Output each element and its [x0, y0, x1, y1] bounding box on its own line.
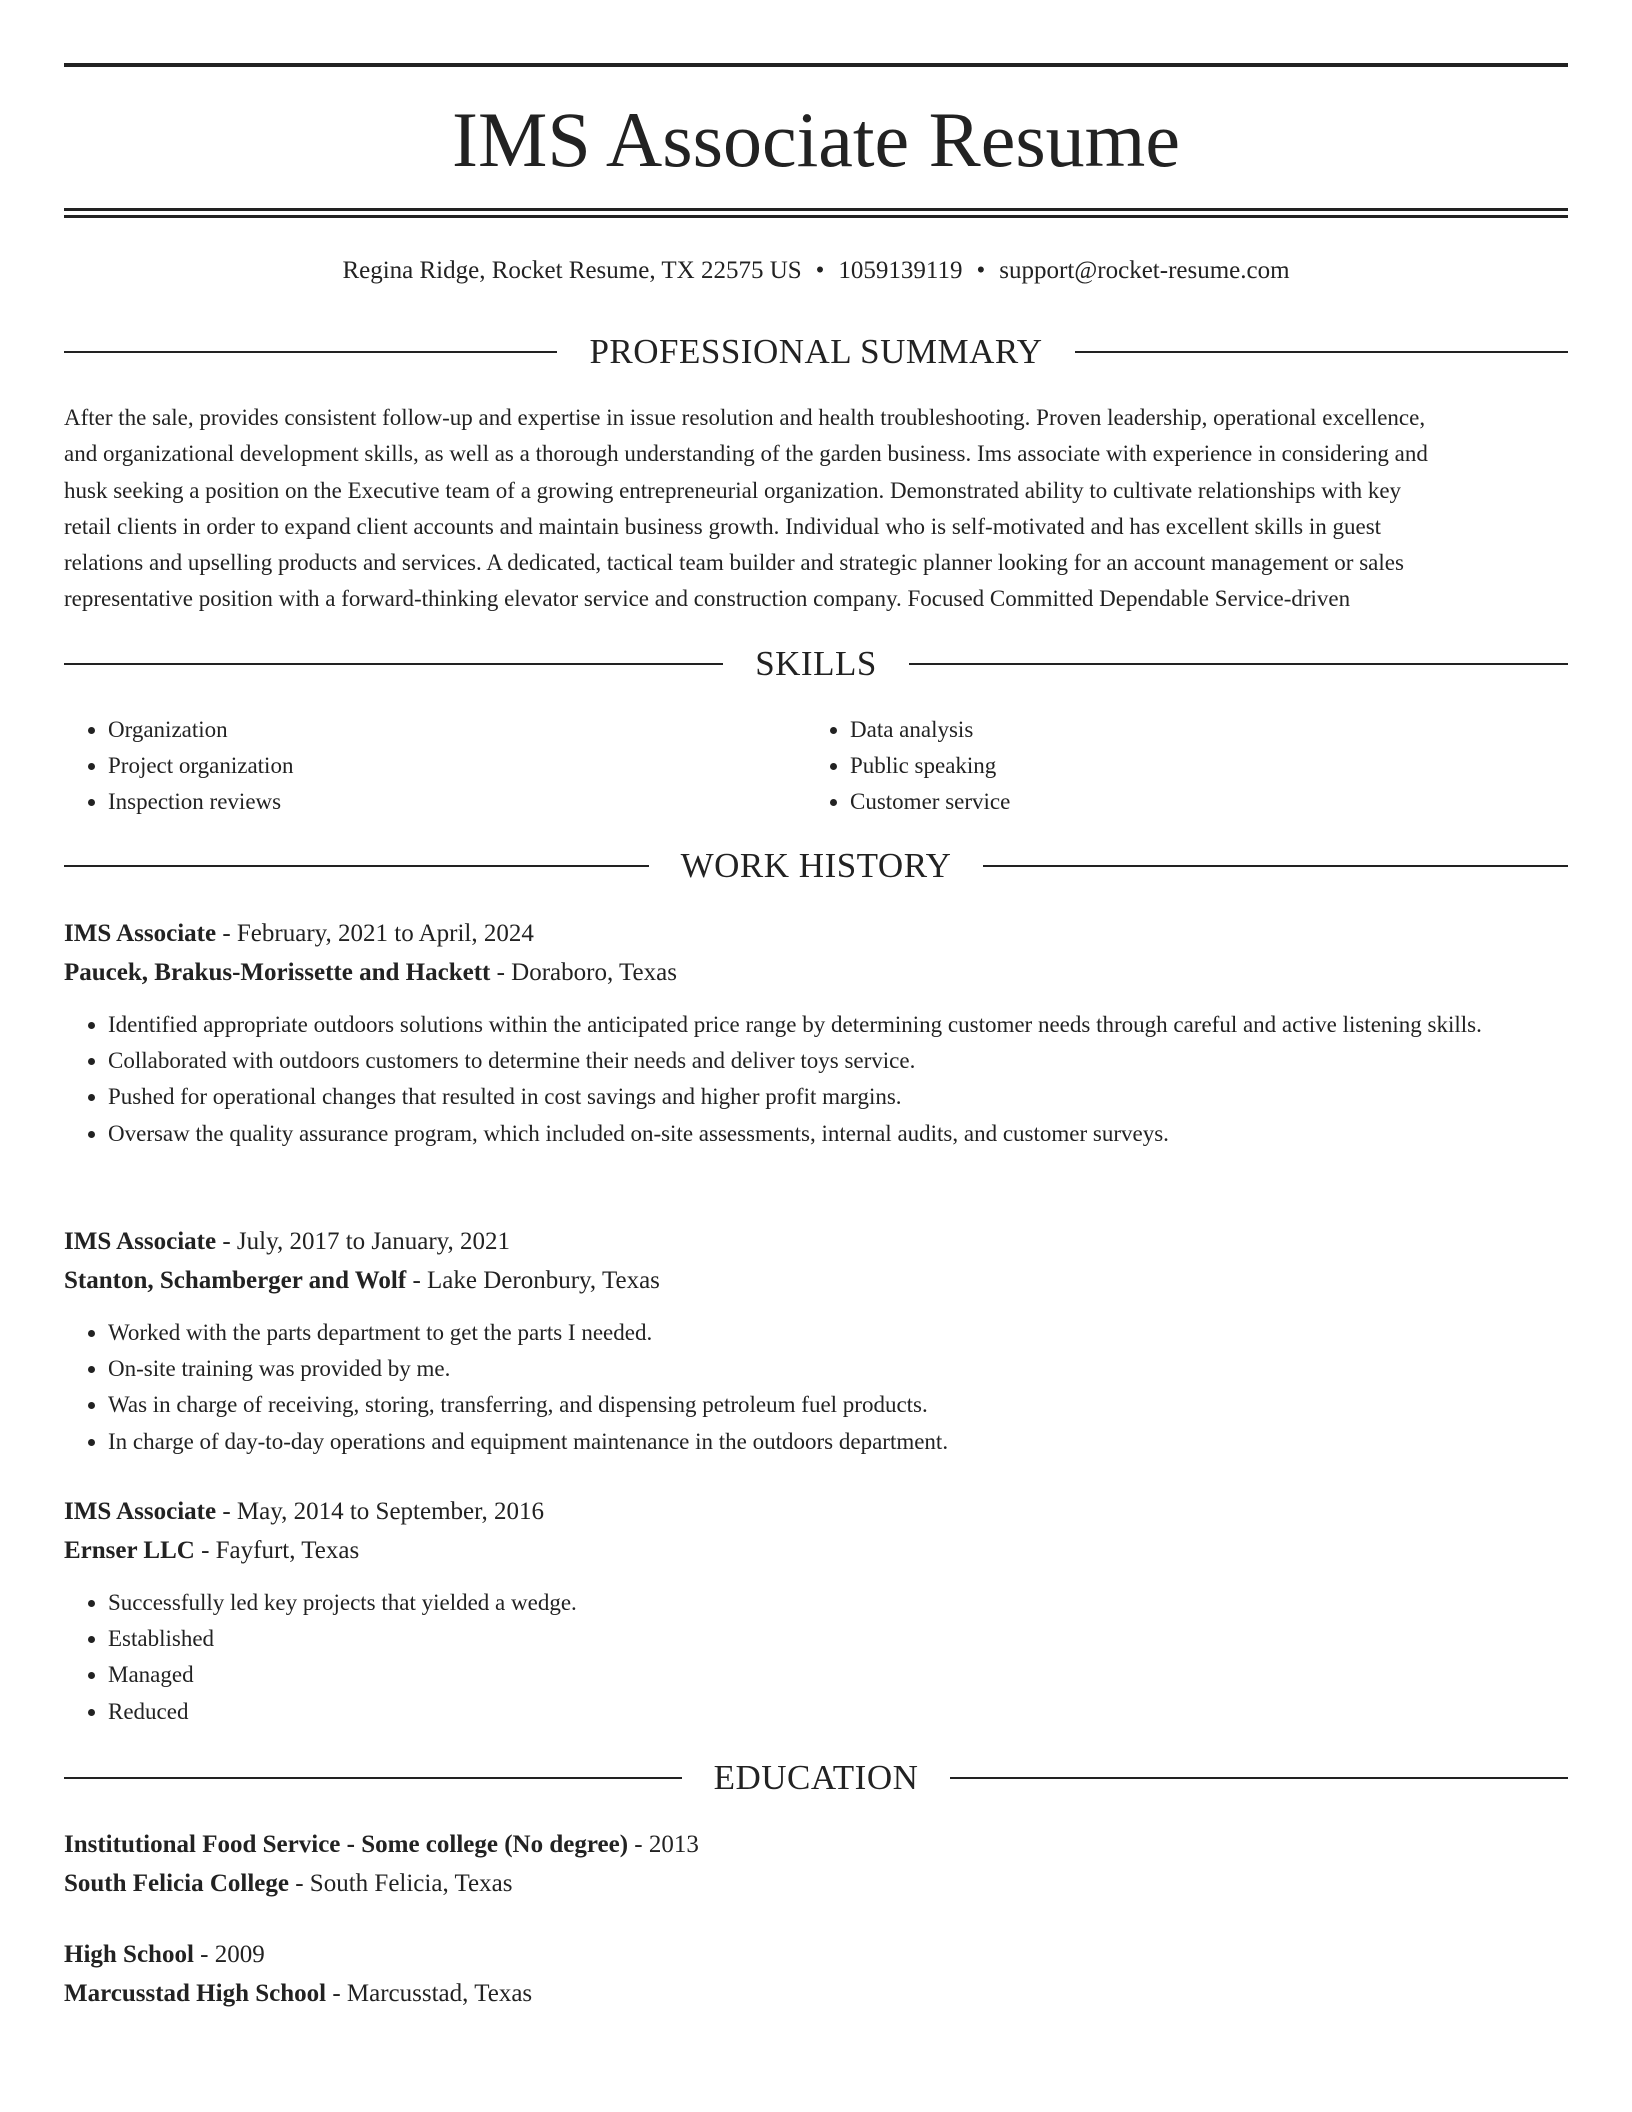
contact-email: support@rocket-resume.com	[999, 257, 1290, 284]
education-degree: Institutional Food Service - Some college (No degree)	[64, 1831, 629, 1858]
job-bullet: • Collaborated with outdoors customers to determine their needs and deliver toys service.	[108, 1043, 1568, 1079]
job-company-line	[64, 1261, 1568, 1301]
heading-rule-right	[950, 1777, 1568, 1779]
job-company: Ernser LLC	[64, 1537, 195, 1564]
heading-rule-left	[64, 1777, 682, 1779]
skill-item: • Data analysis	[850, 712, 1568, 748]
summary-line: and organizational development skills, as well as a thorough understanding of the garden business. Ims associate with experience in considering and	[64, 441, 1428, 467]
job-bullet: • Successfully led key projects that yielded a wedge.	[108, 1585, 1568, 1621]
job-bullet: • On-site training was provided by me.	[108, 1351, 1568, 1387]
summary-line: representative position with a forward-thinking elevator service and construction company. Focused Committed Dependable Service-driven	[64, 586, 1351, 612]
job-bullets	[64, 1315, 1568, 1460]
job-dates: - February, 2021 to April, 2024	[216, 920, 534, 947]
contact-line	[64, 254, 1568, 288]
heading-rule-right	[1075, 351, 1568, 353]
job-title-line	[64, 914, 1568, 954]
heading-rule-left	[64, 865, 649, 867]
education-year: - 2013	[628, 1831, 699, 1858]
job-bullet: • Managed	[108, 1657, 1568, 1693]
work-heading-label: WORK HISTORY	[680, 846, 952, 885]
contact-separator: •	[976, 257, 986, 284]
job-bullet: • In charge of day-to-day operations and equipment maintenance in the outdoors department.	[108, 1424, 1568, 1460]
education-degree-line	[64, 1935, 1568, 1975]
contact-address: Regina Ridge, Rocket Resume, TX 22575 US	[342, 257, 802, 284]
job-bullet: • Worked with the parts department to get the parts I needed.	[108, 1315, 1568, 1351]
education-heading-label: EDUCATION	[713, 1758, 919, 1797]
job-location: - Doraboro, Texas	[490, 959, 677, 986]
job-company-line	[64, 953, 1568, 993]
summary-section-heading	[64, 330, 1568, 374]
skill-item: • Organization	[108, 712, 806, 748]
job-bullet: • Oversaw the quality assurance program, which included on-site assessments, internal audits, and customer surveys.	[108, 1116, 1568, 1152]
education-school-line	[64, 1864, 1568, 1904]
skills-section-heading	[64, 642, 1568, 686]
job-bullet: • Pushed for operational changes that resulted in cost savings and higher profit margins.	[108, 1079, 1568, 1115]
job-title: IMS Associate	[64, 1228, 217, 1255]
job-dates: - May, 2014 to September, 2016	[216, 1498, 544, 1525]
job-bullet: • Established	[108, 1621, 1568, 1657]
job-bullet: • Reduced	[108, 1694, 1568, 1730]
education-degree-line	[64, 1825, 1568, 1865]
education-school: Marcusstad High School	[64, 1980, 327, 2007]
summary-line: husk seeking a position on the Executive team of a growing entrepreneurial organization. Demonstrated ability to cultivate relationships with key	[64, 477, 1402, 503]
summary-line: After the sale, provides consistent follow-up and expertise in issue resolution and health troubleshooting. Proven leadership, operational excellence,	[64, 405, 1426, 430]
summary-line: retail clients in order to expand client accounts and maintain business growth. Individual who is self-motivated and has excellent skills in guest	[64, 513, 1382, 539]
heading-rule-left	[64, 351, 557, 353]
job-title: IMS Associate	[64, 920, 217, 947]
job-title-line	[64, 1492, 1568, 1532]
education-school-line	[64, 1974, 1568, 2014]
work-section-heading	[64, 844, 1568, 888]
job-dates: - July, 2017 to January, 2021	[216, 1228, 511, 1255]
skill-item: • Customer service	[850, 784, 1568, 820]
education-location: - Marcusstad, Texas	[326, 1980, 533, 2007]
job-company: Paucek, Brakus-Morissette and Hackett	[64, 959, 491, 986]
education-year: - 2009	[193, 1941, 265, 1968]
skills-heading-label: SKILLS	[755, 644, 877, 683]
skill-item: • Public speaking	[850, 748, 1568, 784]
job-title: IMS Associate	[64, 1498, 217, 1525]
job-company-line	[64, 1531, 1568, 1571]
page-title: IMS Associate Resume	[452, 96, 1180, 183]
summary-heading-label: PROFESSIONAL SUMMARY	[589, 332, 1043, 371]
skill-item: • Inspection reviews	[108, 784, 806, 820]
education-degree: High School	[64, 1941, 194, 1968]
summary-line: relations and upselling products and services. A dedicated, tactical team builder and strategic planner looking for an account management or sales	[64, 550, 1404, 576]
job-bullets	[64, 1007, 1568, 1152]
summary-paragraph	[64, 400, 1568, 618]
contact-separator: •	[815, 257, 825, 284]
job-title-line	[64, 1222, 1568, 1262]
skills-column-left	[64, 712, 806, 821]
title-double-rule	[64, 208, 1568, 218]
contact-phone: 1059139119	[838, 257, 963, 284]
job-location: - Fayfurt, Texas	[194, 1537, 360, 1564]
heading-rule-right	[983, 865, 1568, 867]
education-location: - South Felicia, Texas	[288, 1870, 513, 1897]
top-rule	[64, 63, 1568, 67]
education-section-heading	[64, 1756, 1568, 1800]
job-bullets	[64, 1585, 1568, 1730]
heading-rule-left	[64, 663, 723, 665]
skill-item: • Project organization	[108, 748, 806, 784]
job-company: Stanton, Schamberger and Wolf	[64, 1267, 407, 1294]
skills-column-right	[806, 712, 1568, 821]
job-location: - Lake Deronbury, Texas	[406, 1267, 660, 1294]
heading-rule-right	[909, 663, 1568, 665]
education-school: South Felicia College	[64, 1870, 289, 1897]
job-bullet: • Was in charge of receiving, storing, transferring, and dispensing petroleum fuel products.	[108, 1387, 1568, 1423]
job-bullet: • Identified appropriate outdoors solutions within the anticipated price range by determining customer needs through careful and active listening skills.	[108, 1007, 1568, 1043]
